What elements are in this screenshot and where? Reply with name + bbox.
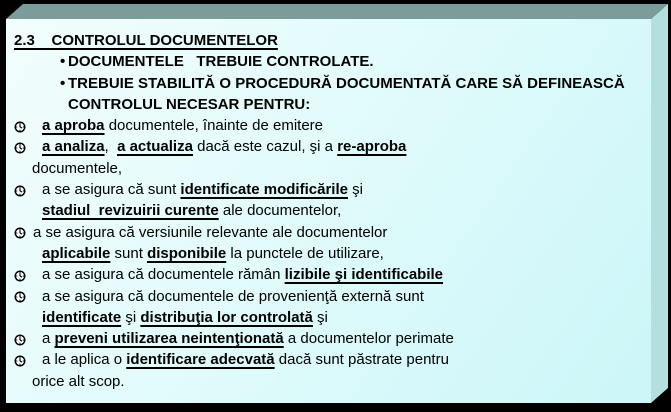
clock-bullet-line <box>6 222 651 243</box>
clock-bullet-line <box>6 286 651 307</box>
continuation-line <box>6 200 651 221</box>
line-text: aplicabile sunt disponibile la punctele de utilizare, <box>42 244 384 262</box>
line-text: orice alt scop. <box>32 372 125 390</box>
section-heading: 2.3 CONTROLUL DOCUMENTELOR <box>14 32 278 49</box>
line-text: a se asigura că sunt identificate modificările şi <box>42 181 363 199</box>
continuation-line <box>6 158 651 179</box>
text-box-front-panel <box>6 19 651 403</box>
continuation-line <box>6 94 651 115</box>
clock-bullet-line <box>6 264 651 285</box>
clock-bullet-icon <box>14 184 26 196</box>
clock-bullet-icon <box>14 226 26 238</box>
line-text: a se asigura că documentele de provenienţă externă sunt <box>42 287 424 305</box>
line-text: a preveni utilizarea neintenţionată a documentelor perimate <box>42 330 454 348</box>
continuation-line <box>6 307 651 328</box>
continuation-line <box>6 243 651 264</box>
line-text: a le aplica o identificare adecvată dacă sunt păstrate pentru <box>42 351 449 369</box>
line-text: stadiul revizuirii curente ale documentelor, <box>42 202 342 220</box>
dot-bullet-icon: • <box>60 74 66 92</box>
clock-bullet-line <box>6 328 651 349</box>
line-text: a analiza, a actualiza dacă este cazul, şi a re-aproba <box>42 138 407 156</box>
clock-bullet-icon <box>14 141 26 153</box>
clock-bullet-line <box>6 136 651 157</box>
line-text: a aproba documentele, înainte de emitere <box>42 117 323 135</box>
content-lines <box>6 51 651 392</box>
line-text: TREBUIE STABILITĂ O PROCEDURĂ DOCUMENTATĂ CARE SĂ DEFINEASCĂ <box>68 74 625 92</box>
clock-bullet-line <box>6 115 651 136</box>
line-text: a se asigura că documentele rămân lizibile şi identificabile <box>42 266 444 284</box>
clock-bullet-icon <box>14 333 26 345</box>
dot-bullet-icon: • <box>60 53 66 71</box>
line-text: a se asigura că versiunile relevante ale documentelor <box>33 223 388 241</box>
line-text: documentele, <box>32 159 123 177</box>
clock-bullet-icon <box>14 290 26 302</box>
line-text: DOCUMENTELE TREBUIE CONTROLATE. <box>68 53 374 71</box>
clock-bullet-icon <box>14 354 26 366</box>
continuation-line <box>6 371 651 392</box>
clock-bullet-icon <box>14 269 26 281</box>
clock-bullet-icon <box>14 120 26 132</box>
dot-bullet-line <box>6 73 651 94</box>
clock-bullet-line <box>6 179 651 200</box>
clock-bullet-line <box>6 349 651 370</box>
line-text: identificate şi distribuţia lor controlată şi <box>42 308 328 326</box>
line-text: CONTROLUL NECESAR PENTRU: <box>68 95 311 113</box>
dot-bullet-line <box>6 51 651 72</box>
